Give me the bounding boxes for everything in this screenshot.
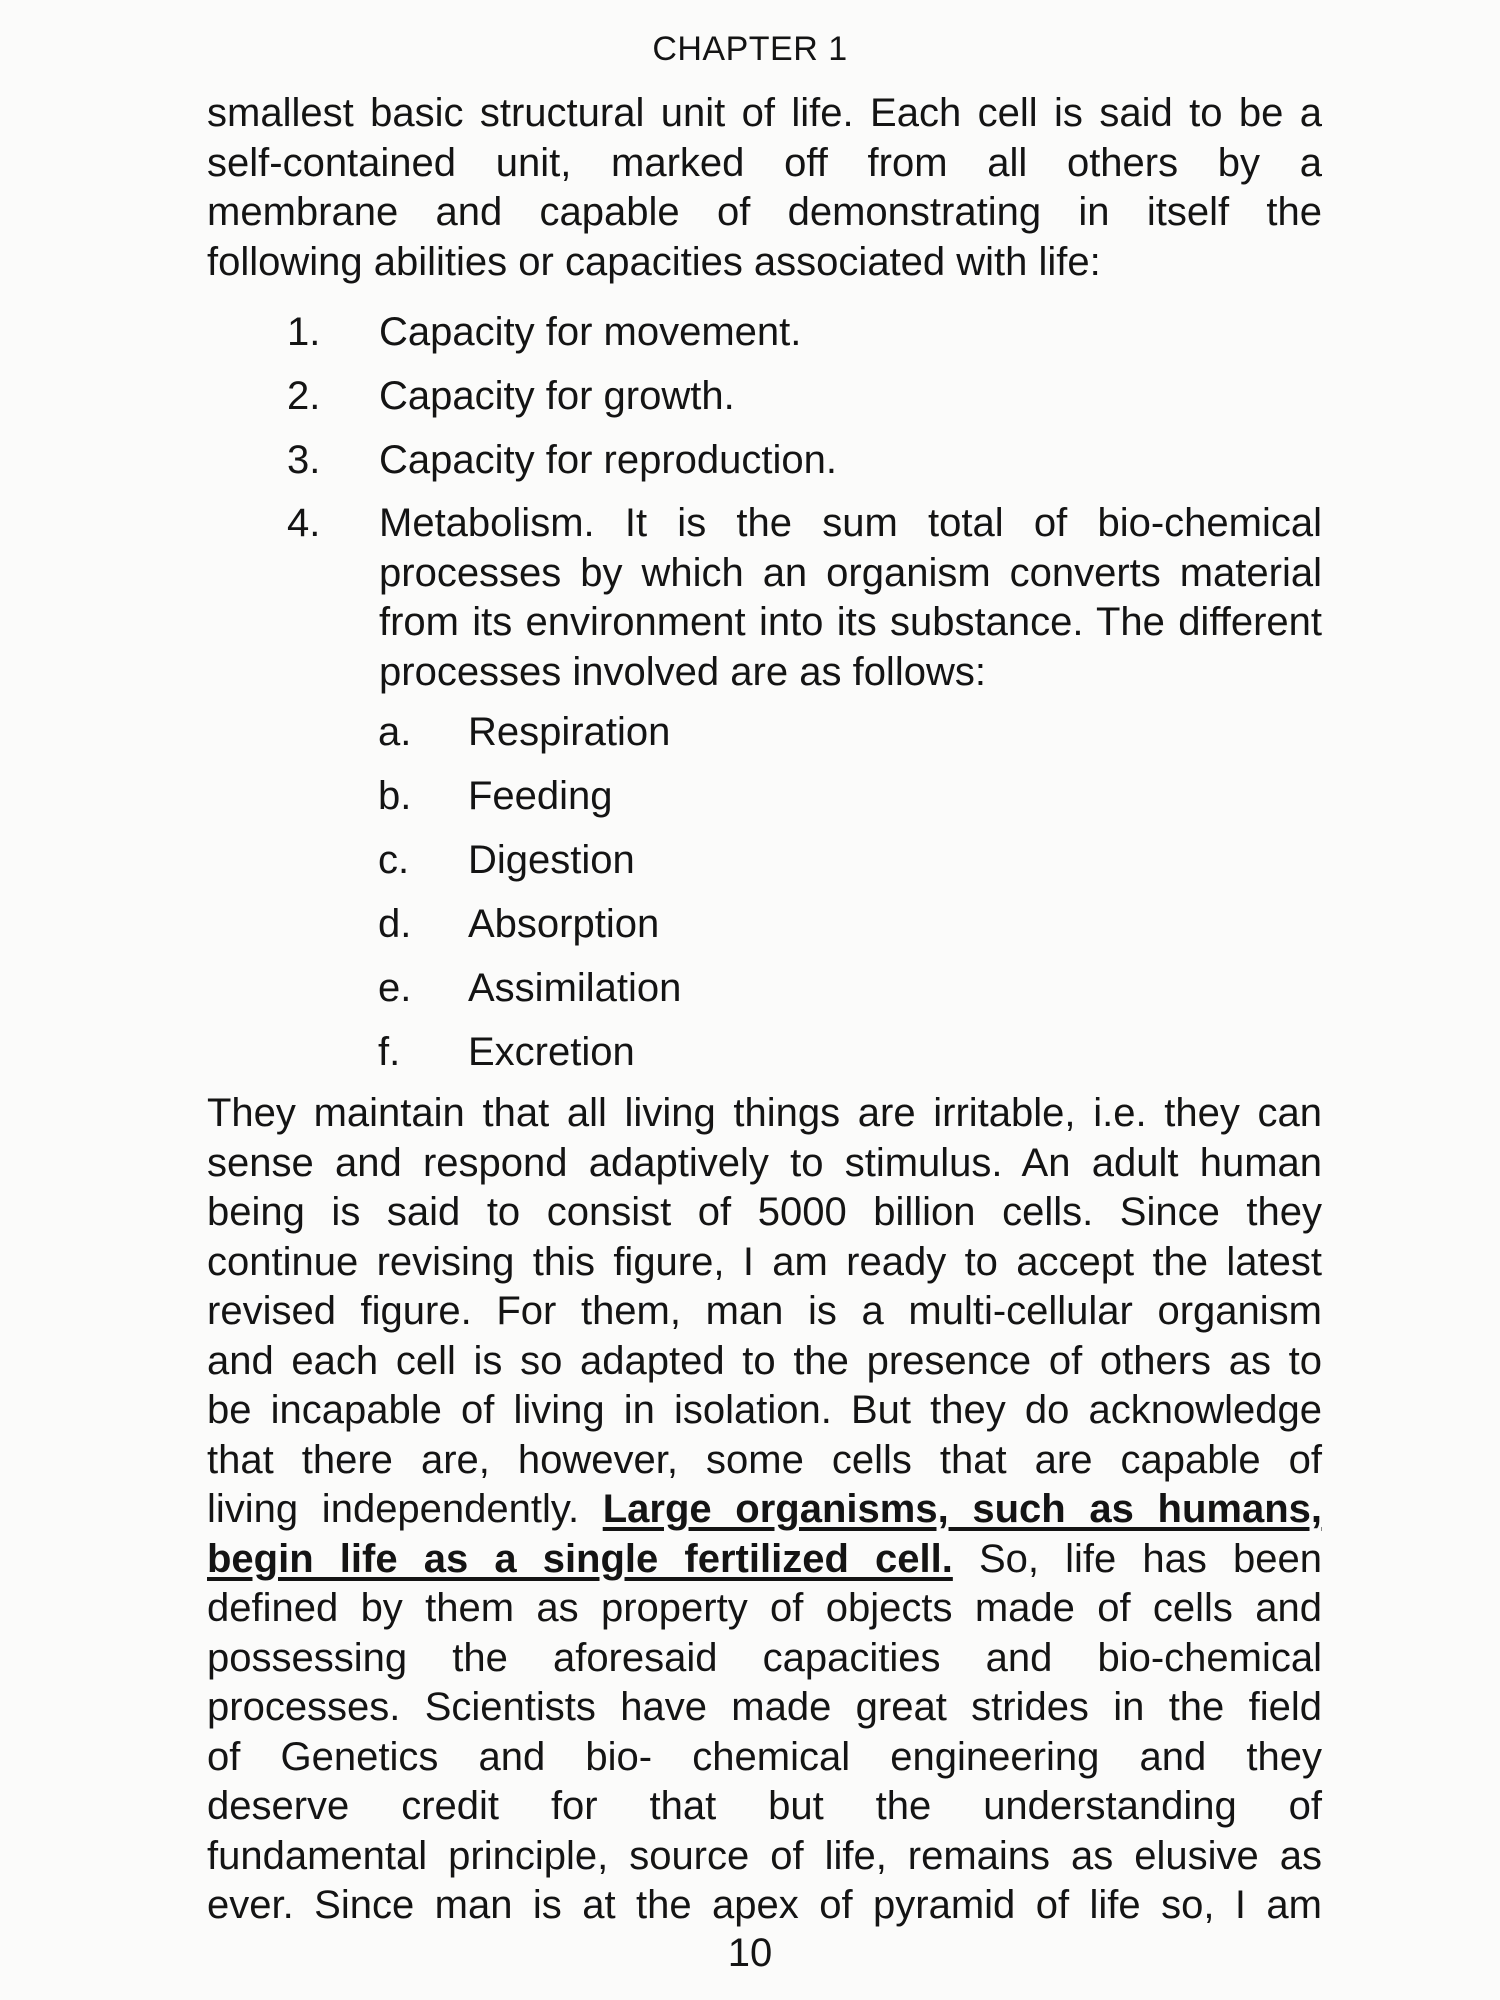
list-item	[207, 428, 1322, 492]
paragraph-line: of Genetics and bio- chemical engineering and they	[207, 1734, 1322, 1779]
line-text: So, life has been	[952, 1536, 1322, 1581]
paragraph-line: that there are, however, some cells that are capable of	[207, 1437, 1322, 1482]
list-number: 1.	[287, 310, 321, 354]
intro-line: self-contained unit, marked off from all others by a	[207, 140, 1322, 185]
main-paragraph	[207, 1089, 1322, 1931]
paragraph-line: They maintain that all living things are irritable, i.e. they can	[207, 1091, 1322, 1135]
intro-line: smallest basic structural unit of life. Each cell is said to be a	[207, 91, 1322, 135]
list-item-text: Assimilation	[468, 966, 682, 1010]
list-letter: d.	[378, 902, 412, 946]
list-item	[207, 300, 1322, 364]
emphasized-text: begin life as a single fertilized cell.	[207, 1536, 953, 1581]
list-number: 4.	[287, 501, 321, 545]
emphasized-text: Large organisms, such as humans,	[602, 1487, 1322, 1531]
list-item	[378, 764, 681, 828]
paragraph-line: fundamental principle, source of life, remains as elusive as	[207, 1833, 1322, 1878]
list-item	[207, 364, 1322, 428]
list-item-text: Digestion	[468, 838, 635, 882]
paragraph-line: sense and respond adaptively to stimulus. An adult human	[207, 1140, 1322, 1185]
list-item	[378, 828, 681, 892]
list-item-text: Respiration	[468, 710, 671, 754]
list-item-text: Feeding	[468, 774, 613, 818]
list-letter: f.	[378, 1030, 401, 1074]
paragraph-line: possessing the aforesaid capacities and bio-chemical	[207, 1635, 1322, 1680]
list-item-text: Capacity for reproduction.	[379, 438, 838, 482]
list-item-text: Capacity for growth.	[379, 374, 735, 418]
paragraph-line: ever. Since man is at the apex of pyramid of life so, I am	[207, 1883, 1322, 1927]
intro-paragraph	[207, 89, 1322, 287]
list-letter: c.	[378, 838, 410, 882]
paragraph-line: revised figure. For them, man is a multi-cellular organism	[207, 1289, 1322, 1333]
list-letter: a.	[378, 710, 412, 754]
list-item	[207, 499, 1322, 697]
list-number: 3.	[287, 438, 321, 482]
list-letter: b.	[378, 774, 412, 818]
paragraph-line: being is said to consist of 5000 billion cells. Since they	[207, 1190, 1322, 1234]
list-item	[378, 892, 681, 956]
page-number: 10	[727, 1931, 773, 1975]
list-letter: e.	[378, 966, 412, 1010]
paragraph-line: continue revising this figure, I am ready to accept the latest	[207, 1239, 1322, 1284]
intro-line: following abilities or capacities associated with life:	[207, 239, 1101, 284]
line-text: living independently.	[207, 1487, 603, 1531]
list-number: 2.	[287, 374, 321, 418]
list-item-text: Capacity for movement.	[379, 310, 802, 354]
list-item-text: Metabolism. It is the sum total of bio-chemical processes by which an organism converts material from its environment into its substance. The different processes involved are as follows:	[379, 501, 1322, 694]
list-item-text: Absorption	[468, 902, 660, 946]
paragraph-line: deserve credit for that but the understanding of	[207, 1784, 1322, 1828]
paragraph-line	[207, 1535, 1322, 1585]
processes-list	[378, 700, 681, 1084]
list-item	[378, 1020, 681, 1084]
paragraph-line: be incapable of living in isolation. But they do acknowledge	[207, 1388, 1322, 1432]
list-item	[378, 700, 681, 764]
paragraph-line: defined by them as property of objects made of cells and	[207, 1586, 1322, 1630]
paragraph-line: processes. Scientists have made great strides in the field	[207, 1685, 1322, 1729]
paragraph-line	[207, 1485, 1322, 1535]
list-item	[378, 956, 681, 1020]
list-item-text: Excretion	[468, 1030, 635, 1074]
intro-line: membrane and capable of demonstrating in itself the	[207, 190, 1322, 234]
capacities-list	[207, 300, 1322, 697]
paragraph-line: and each cell is so adapted to the presence of others as to	[207, 1338, 1322, 1383]
chapter-header: CHAPTER 1	[652, 30, 848, 68]
